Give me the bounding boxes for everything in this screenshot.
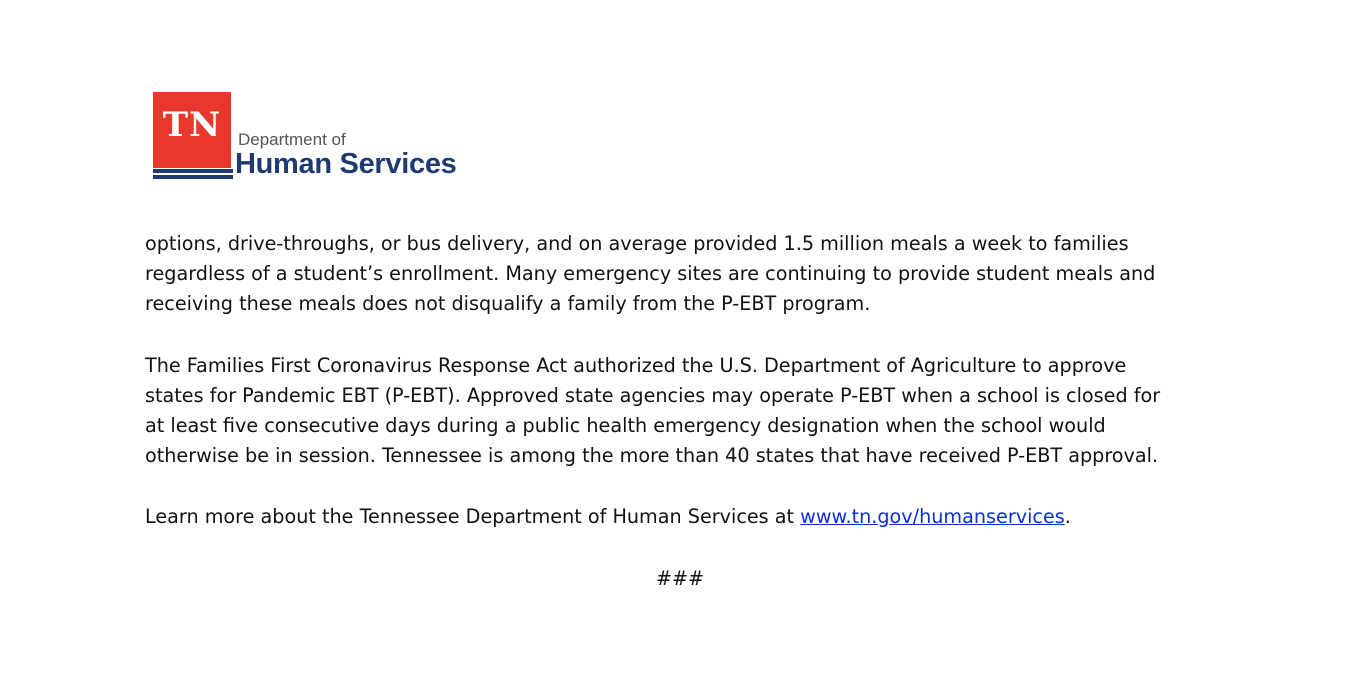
logo-tn-box [153,92,231,168]
logo-tn-text: TN [162,105,222,145]
paragraph-ffcra: The Families First Coronavirus Response Act authorized the U.S. Department of Agriculture to approve states for Pandemic EBT (P-EBT). Approved state agencies may operate P-EBT when a school is closed for at least five consecutive days during a public health emergency designation when the school would otherwise be in session. Tennessee is among the more than 40 states that have received P-EBT approval. [145,353,1161,468]
end-mark: ### [655,566,705,590]
humanservices-link[interactable]: www.tn.gov/humanservices [800,505,1065,529]
logo-underline-top [153,169,233,173]
tn-dhs-logo [153,92,473,184]
logo-human-services: Human Services [235,148,457,180]
learn-more-suffix: . [1064,505,1071,529]
learn-more-prefix: Learn more about the Tennessee Department of Human Services at [145,505,801,529]
logo-department-of: Department of [238,130,346,149]
paragraph-learn-more [145,502,1175,532]
paragraph-meals: options, drive-throughs, or bus delivery, and on average provided 1.5 million meals a week to families regardless of a student’s enrollment. Many emergency sites are continuing to provide student meals and receiving these meals does not disqualify a family from the P-EBT program. [145,232,1156,316]
logo-underline-bottom [153,175,233,179]
document-body [145,229,1175,594]
